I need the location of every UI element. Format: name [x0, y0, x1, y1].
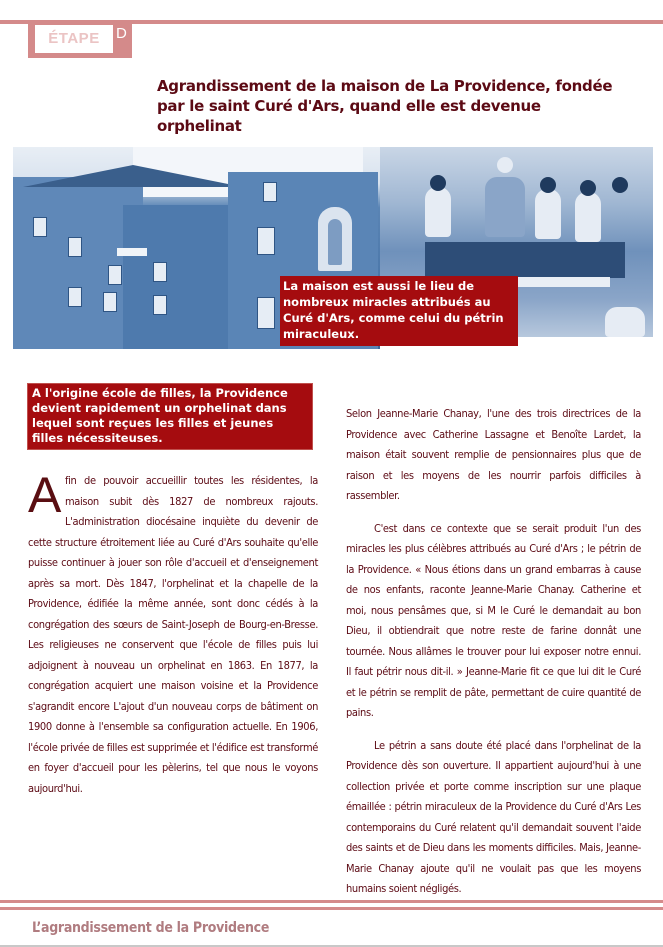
figure — [535, 189, 561, 239]
providence-sign — [117, 248, 147, 256]
paragraph-2: C'est dans ce contexte que se serait produit l'un des miracles les plus célèbres attribués au Curé d'Ars ; le pétrin de la Providence. « Nous étions dans un grand embarras à cause de nos enfants, raconte Jeanne-Marie Chanay. Catherine et moi, nous pensâmes que, si M le Curé le demandait au bon Dieu, il obtiendrait que notre reste de farine donnât une tournée. Nous allâmes le trouver pour lui exposer notre ennui. Il faut pétrir nous dit-il. » Jeanne-Marie fit ce que lui dit le Curé et le pétrin se remplit de pâte, permettant de cuire quantité de pains. — [346, 521, 641, 719]
photo-caption: La maison est aussi le lieu de nombreux miracles attribués au Curé d'Ars, comme celui du pétrin miraculeux. — [280, 276, 518, 346]
left-paragraph: fin de pouvoir accueillir toutes les résidentes, la maison subit dès 1827 de nombreux rajouts. L'administration diocésaine inquiète du devenir de cette structure étroitement liée au Curé d'Ars souhaite qu'elle puisse continuer à jouer son rôle d'accueil et d'enseignement après sa mort. Dès 1847, l'orphelinat et la chapelle de la Providence, édifiée la même année, sont donc cédés à la congrégation des sœurs de Saint-Joseph de Bourg-en-Bresse. Les religieuses ne conservent que l'école de filles puis lui adjoignent à nouveau un orphelinat en 1863. En 1877, la congrégation acquiert une maison voisine et la Providence s'agrandit encore L'ajout d'un nouveau corps de bâtiment on 1900 donne à l'ensemble sa configuration actuelle. En 1906, l'école privée de filles est supprimée et l'édifice est transformé en foyer d'accueil pour les pèlerins, tel que nous le voyons aujourd'hui. — [28, 474, 318, 795]
paragraph-1: Selon Jeanne-Marie Chanay, l'une des trois directrices de la Providence avec Catherine Lassagne et Benoîte Lardet, la maison était souvent remplie de pensionnaires plus que de raison et les moyens de les nourrir parfois difficiles à rassembler. — [346, 407, 641, 502]
window — [257, 297, 275, 329]
right-column — [346, 404, 641, 912]
figure-head — [540, 177, 556, 193]
figure — [485, 177, 525, 237]
statue — [328, 219, 342, 265]
left-column — [28, 467, 318, 799]
window — [153, 295, 167, 315]
footer-rule-bottom — [0, 907, 663, 910]
footer-rule-top — [0, 900, 663, 903]
page-title — [157, 76, 627, 136]
figure — [605, 307, 645, 337]
title-line-1: Agrandissement de la maison de La Providence, fondée — [157, 77, 613, 95]
figure — [425, 187, 451, 237]
figure-head — [580, 180, 596, 196]
building-roof — [23, 165, 243, 187]
kneading-trough — [425, 242, 625, 278]
window — [68, 237, 82, 257]
drop-cap: A — [28, 467, 61, 523]
footer-title: L’agrandissement de la Providence — [32, 920, 270, 936]
window — [263, 182, 277, 202]
window — [108, 265, 122, 285]
figure — [575, 192, 601, 242]
step-badge — [28, 20, 132, 58]
figure-head — [497, 157, 513, 173]
window — [68, 287, 82, 307]
figure-head — [430, 175, 446, 191]
paragraph-3: Le pétrin a sans doute été placé dans l'orphelinat de la Providence dès son ouverture. Il appartient aujourd'hui à une collection privée et porte comme inscription sur une plaque émaillée : pétrin miraculeux de la Providence du Curé d'Ars Les contemporains du Curé relatent qu'il demandait souvent l'aide des saints et de Dieu dans les moments difficiles. Mais, Jeanne-Marie Chanay ajoute qu'il ne voulait pas que les moyens humains soient négligés. — [346, 738, 641, 895]
window — [153, 262, 167, 282]
window — [103, 292, 117, 312]
window — [257, 227, 275, 255]
window — [33, 217, 47, 237]
sidebar-caption: A l'origine école de filles, la Providence devient rapidement un orphelinat dans lequel sont reçues les filles et jeunes filles nécessiteuses. — [27, 383, 313, 450]
figure-head — [612, 177, 628, 193]
step-label: ÉTAPE — [35, 25, 113, 53]
step-letter: D — [116, 25, 127, 42]
title-line-2: par le saint Curé d'Ars, quand elle est devenue orphelinat — [157, 97, 541, 135]
